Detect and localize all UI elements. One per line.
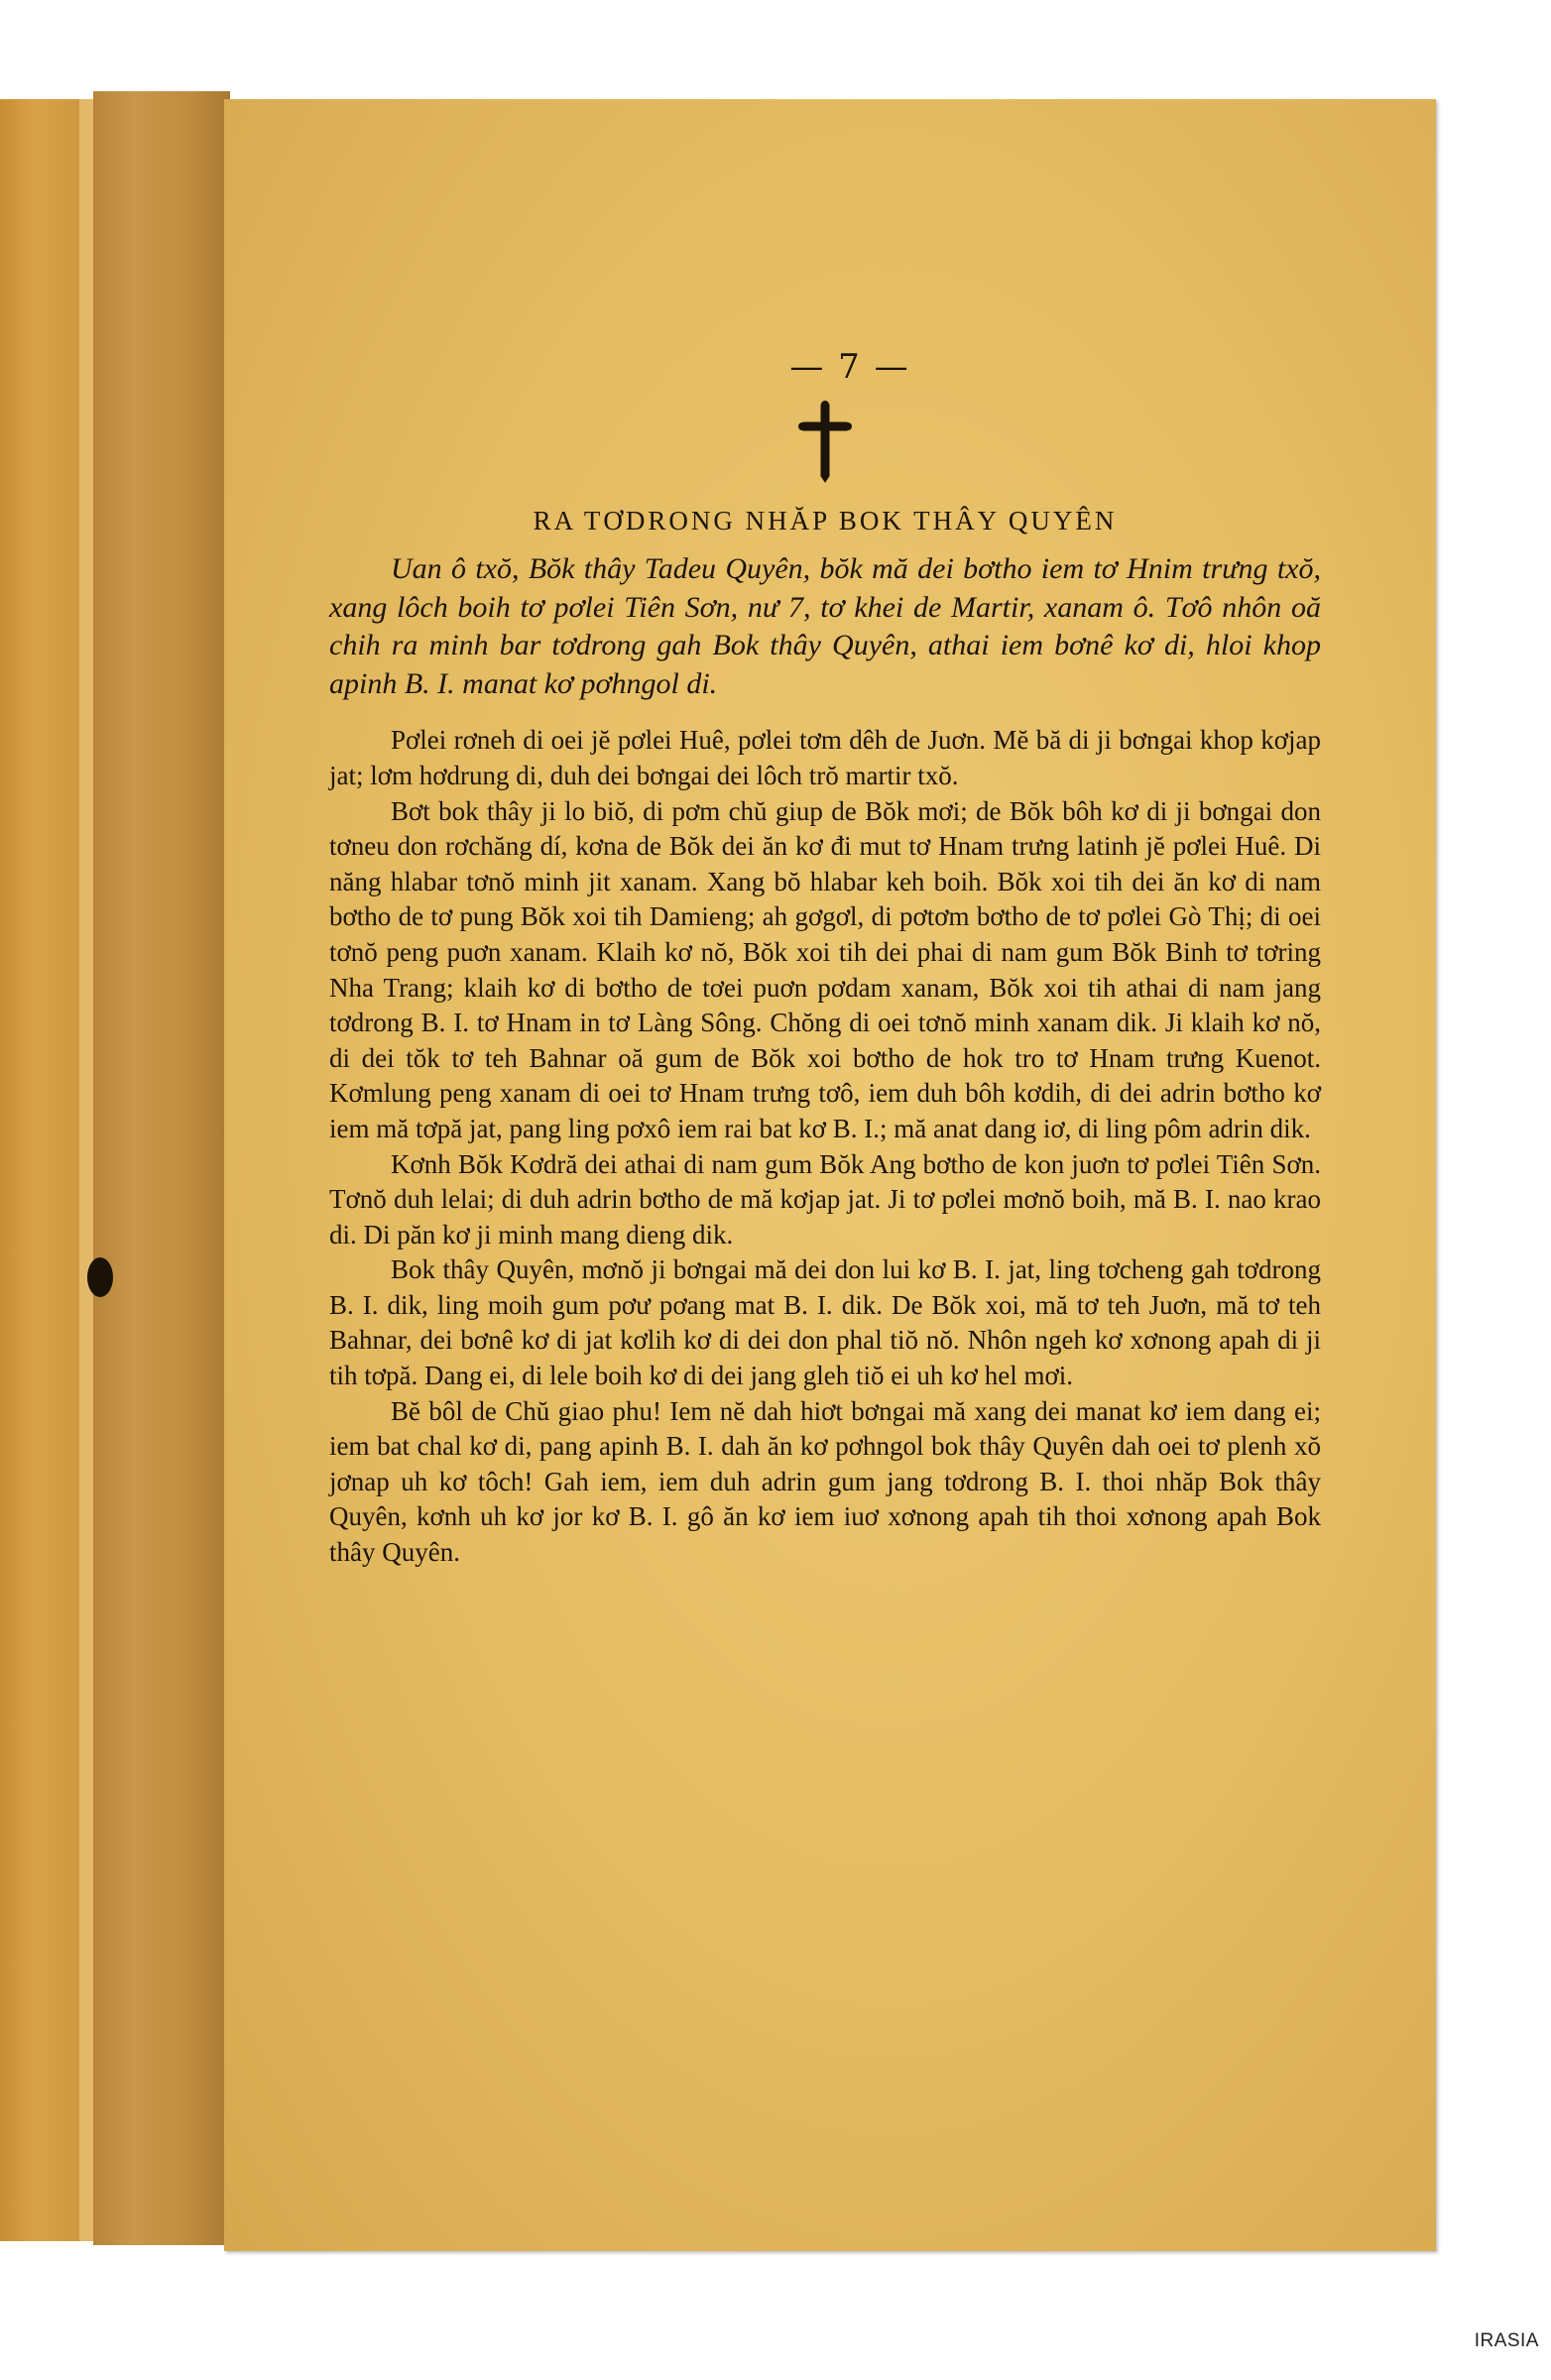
cross-icon	[798, 401, 852, 484]
body-paragraph: Pơlei rơneh di oei jĕ pơlei Huê, pơlei tơm dêh de Juơn. Mĕ bă di ji bơngai khop kơjap jat; lơm hơdrung di, duh dei bơngai dei lôch trŏ martir txŏ.	[329, 725, 1321, 790]
page-content	[329, 347, 1321, 1571]
body-paragraph: Bĕ bôl de Chŭ giao phu! Iem nĕ dah hiơt bơngai mă xang dei manat kơ iem dang ei; iem bat chal kơ di, pang apinh B. I. dah ăn kơ pơhngol bok thây Quyên dah oei tơ plenh xŏ jơnap uh kơ tôch! Gah iem, iem duh adrin gum jang tơdrong B. I. thoi nhăp Bok thây Quyên, kơnh uh kơ jor kơ B. I. gô ăn kơ iem iuơ xơnong apah tih thoi xơnong apah Bok thây Quyên.	[329, 1395, 1321, 1568]
page-number: — 7 —	[789, 347, 910, 387]
book-spine-gap	[79, 99, 93, 2241]
binding-hole	[87, 1257, 113, 1297]
intro-paragraph: Uan ô txŏ, Bŏk thây Tadeu Quyên, bŏk mă dei bơtho iem tơ Hnim trưng txŏ, xang lôch boih tơ pơlei Tiên Sơn, nư 7, tơ khei de Martir, xanam ô. Tơô nhôn oă chih ra minh bar tơdrong gah Bok thây Quyên, athai iem bơnê kơ di, hloi khop apinh B. I. manat kơ pơhngol di.	[329, 552, 1321, 700]
article-title: RA TƠDRONG NHĂP BOK THÂY QUYÊN	[533, 506, 1118, 536]
page-sheet	[224, 99, 1436, 2251]
source-watermark: IRASIA	[1474, 2330, 1539, 2351]
binding-tape	[93, 91, 230, 2245]
body-paragraph: Bơt bok thây ji lo biŏ, di pơm chŭ giup de Bŏk mơi; de Bŏk bôh kơ di ji bơngai don tơneu don rơchăng dí, kơna de Bŏk dei ăn kơ đi mut tơ Hnam trưng latinh jĕ pơlei Huê. Di năng hlabar tơnŏ minh jit xanam. Xang bŏ hlabar keh boih. Bŏk xoi tih dei ăn kơ di nam bơtho de tơ pung Bŏk xoi tih Damieng; ah gơgơl, di pơtơm bơtho de tơ pơlei Gò Thị; di oei tơnŏ peng puơn xanam. Klaih kơ nŏ, Bŏk xoi tih dei phai di nam gum Bŏk Binh tơ tơring Nha Trang; klaih kơ di bơtho de tơei puơn pơdam xanam, Bŏk xoi tih athai di nam jang tơdrong B. I. tơ Hnam in tơ Làng Sông. Chŏng di oei tơnŏ minh xanam dik. Ji klaih kơ nŏ, di dei tŏk tơ teh Bahnar oă gum de Bŏk xoi bơtho de hok tro tơ Hnam trưng Kuenot. Kơmlung peng xanam di oei tơ Hnam trưng tơô, iem duh bôh kơdih, di dei adrin bơtho kơ iem mă tơpă jat, pang ling pơxô iem rai bat kơ B. I.; mă anat dang iơ, di ling pôm adrin dik.	[329, 795, 1321, 1143]
body-paragraph: Kơnh Bŏk Kơdră dei athai di nam gum Bŏk Ang bơtho de kon juơn tơ pơlei Tiên Sơn. Tơnŏ duh lelai; di duh adrin bơtho de mă kơjap jat. Ji tơ pơlei mơnŏ boih, mă B. I. nao krao di. Di păn kơ ji minh mang dieng dik.	[329, 1148, 1321, 1250]
book-spine-edge	[0, 99, 79, 2241]
body-paragraph: Bok thây Quyên, mơnŏ ji bơngai mă dei don lui kơ B. I. jat, ling tơcheng gah tơdrong B. I. dik, ling moih gum pơư pơang mat B. I. dik. De Bŏk xoi, mă tơ teh Juơn, mă tơ teh Bahnar, dei bơnê kơ di jat kơlih kơ di dei don phal tiŏ nŏ. Nhôn ngeh kơ xơnong apah di ji tih tơpă. Dang ei, di lele boih kơ di dei jang gleh tiŏ ei uh kơ hel mơi.	[329, 1254, 1321, 1391]
